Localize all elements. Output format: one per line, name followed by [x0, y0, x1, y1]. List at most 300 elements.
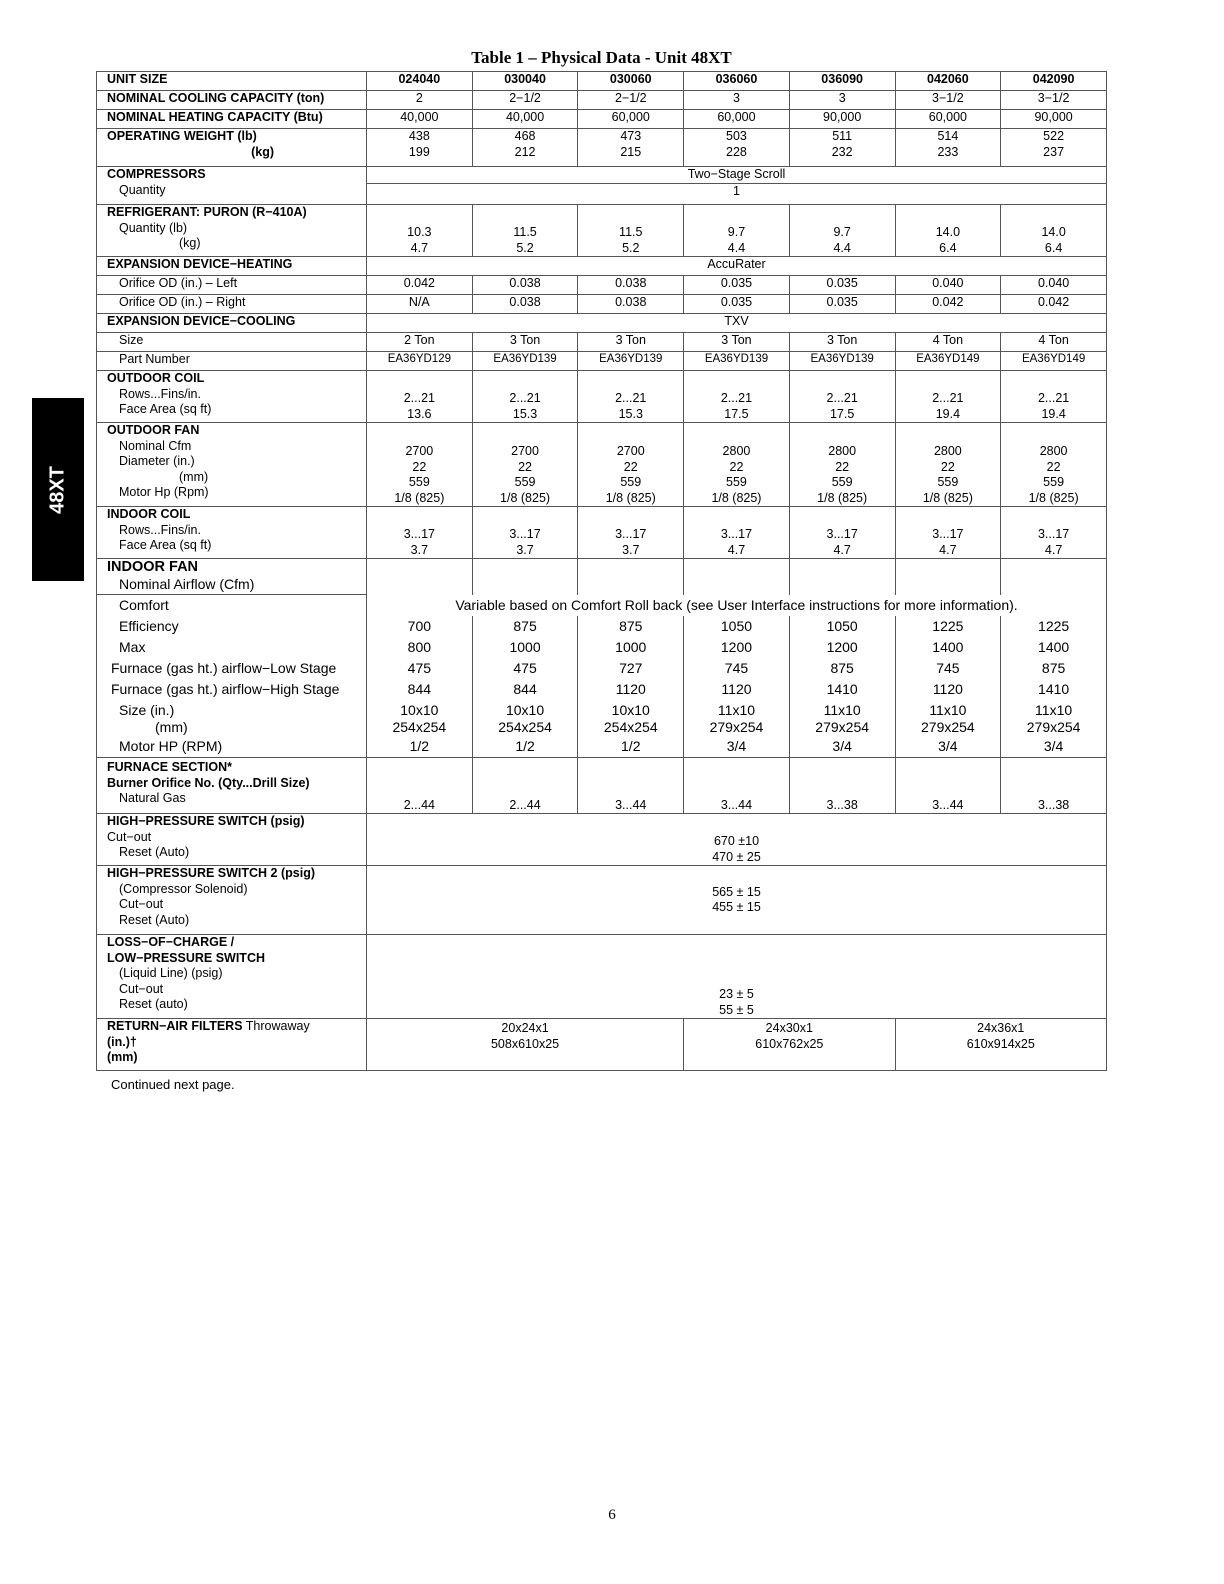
- weight-label: OPERATING WEIGHT (lb): [107, 129, 257, 143]
- row-label: EXPANSION DEVICE−COOLING: [97, 314, 367, 333]
- cell: 0.035: [684, 295, 790, 314]
- cell: 3/4: [1001, 736, 1107, 758]
- value-area: 3.7: [516, 542, 534, 557]
- cell: 4 Ton: [1001, 333, 1107, 352]
- row-label: [97, 352, 367, 371]
- cell: 3...44: [578, 758, 684, 814]
- value-lb: 522: [1043, 129, 1065, 143]
- value-lb: 514: [937, 129, 959, 143]
- row-label: [97, 679, 367, 700]
- cell: [472, 129, 578, 167]
- compressor-solenoid-label: (Compressor Solenoid): [119, 881, 248, 896]
- value-kg: 4.4: [833, 240, 851, 255]
- row-label: [97, 276, 367, 295]
- row-label: [97, 616, 367, 637]
- value-area: 19.4: [1041, 406, 1066, 421]
- value-size: 10x10: [505, 702, 545, 718]
- filter-group-2: [684, 1019, 895, 1071]
- column-header: 036090: [789, 72, 895, 91]
- value-cfm: 2700: [616, 444, 645, 458]
- value-rows: 2...21: [403, 391, 435, 405]
- comfort-label: Comfort: [119, 597, 169, 613]
- filters-type: Throwaway: [245, 1019, 310, 1033]
- size-mm-label: (mm): [155, 719, 188, 735]
- cell: 745: [895, 658, 1001, 679]
- cell: [578, 700, 684, 736]
- cell: [472, 205, 578, 257]
- cell: 1200: [789, 637, 895, 658]
- value-rows: 3...17: [932, 527, 964, 541]
- cell: 2...44: [367, 758, 473, 814]
- row-hps: [97, 814, 1107, 866]
- value-dia: 22: [729, 459, 744, 474]
- row-efficiency: [97, 616, 1107, 637]
- reset-value: 455 ± 15: [712, 900, 761, 914]
- cell: 60,000: [684, 110, 790, 129]
- cell: [789, 423, 895, 507]
- value-lb: 468: [514, 129, 536, 143]
- row-label: NOMINAL COOLING CAPACITY (ton): [97, 91, 367, 110]
- cell: [1001, 129, 1107, 167]
- cell: [1001, 423, 1107, 507]
- row-label: [97, 935, 367, 1019]
- filters-in-text: (in.)†: [107, 1034, 137, 1049]
- cell: 2−1/2: [578, 91, 684, 110]
- cutout-label: Cut−out: [119, 981, 164, 996]
- cell: [789, 507, 895, 559]
- cell: 3 Ton: [684, 333, 790, 352]
- value-area: 4.7: [939, 542, 957, 557]
- value-size: 10x10: [611, 702, 650, 718]
- row-compressors: [97, 167, 1107, 205]
- value-area: 4.7: [833, 542, 851, 557]
- value-area: 17.5: [829, 406, 855, 421]
- row-label: [97, 333, 367, 352]
- cell: EA36YD139: [578, 352, 684, 371]
- value-kg: 215: [620, 144, 642, 159]
- cell: [472, 507, 578, 559]
- cutout-label: Cut−out: [119, 897, 164, 911]
- row-outdoor-fan: [97, 423, 1107, 507]
- value-kg: 199: [408, 144, 430, 159]
- row-orifice-right: [97, 295, 1107, 314]
- weight-kg-label: (kg): [251, 144, 274, 159]
- value-kg: 5.2: [622, 240, 640, 255]
- value-rows: 3...17: [403, 527, 435, 541]
- value-area: 4.7: [727, 542, 746, 557]
- cell: 40,000: [472, 110, 578, 129]
- filter-mm-value: 508x610x25: [490, 1036, 560, 1051]
- cell: AccuRater: [367, 257, 1107, 276]
- value-kg: 5.2: [516, 240, 534, 255]
- cell: [895, 371, 1001, 423]
- cell: [367, 866, 1107, 935]
- cell: N/A: [367, 295, 473, 314]
- cell: [578, 507, 684, 559]
- row-txv-size: [97, 333, 1107, 352]
- cell: 844: [367, 679, 473, 700]
- value-kg: 233: [937, 144, 959, 159]
- cell: [472, 423, 578, 507]
- value-hp: 1/8 (825): [605, 490, 656, 505]
- value-area: 13.6: [407, 406, 432, 421]
- row-furnace-high: [97, 679, 1107, 700]
- value-area: 3.7: [410, 542, 429, 557]
- reset-label: Reset (auto): [119, 997, 188, 1011]
- physical-data-table: [96, 71, 1107, 1071]
- cell: 1120: [895, 679, 1001, 700]
- value-rows: 3...17: [720, 527, 753, 541]
- row-fan-size: [97, 700, 1107, 736]
- cell: 3−1/2: [895, 91, 1001, 110]
- outdoor-fan-label: OUTDOOR FAN: [107, 423, 200, 437]
- cell: [367, 371, 473, 423]
- row-cooling: [97, 91, 1107, 110]
- value-cfm: 2800: [828, 444, 857, 458]
- orifice-right-label: Orifice OD (in.) – Right: [119, 295, 246, 309]
- cell: [367, 129, 473, 167]
- cell: EA36YD139: [789, 352, 895, 371]
- row-comfort: [97, 595, 1107, 617]
- efficiency-label: Efficiency: [119, 618, 179, 634]
- cell: 3/4: [684, 736, 790, 758]
- indoor-fan-label: INDOOR FAN: [107, 559, 199, 575]
- value-dia: 22: [518, 459, 532, 474]
- cell: 0.035: [789, 276, 895, 295]
- cell: 0.035: [684, 276, 790, 295]
- row-furnace: [97, 758, 1107, 814]
- cell: 3...38: [1001, 758, 1107, 814]
- value-mm: 279x254: [815, 719, 870, 735]
- cell: 0.040: [895, 276, 1001, 295]
- cell: 0.038: [578, 276, 684, 295]
- value-kg: 228: [726, 144, 747, 159]
- cell: 0.040: [1001, 276, 1107, 295]
- cell: 3 Ton: [789, 333, 895, 352]
- cutout-value: 565 ± 15: [712, 884, 761, 899]
- value-dia: 22: [412, 459, 427, 474]
- filter-group-3: [895, 1019, 1106, 1071]
- value-kg: 6.4: [939, 240, 957, 255]
- cell: 875: [1001, 658, 1107, 679]
- filter-in-value: 24x30x1: [765, 1021, 813, 1035]
- value-lb: 9.7: [727, 225, 746, 239]
- cell: 90,000: [1001, 110, 1107, 129]
- cell: 475: [472, 658, 578, 679]
- cell: [578, 205, 684, 257]
- value-rows: 2...21: [826, 391, 858, 405]
- value-rows: 2...21: [932, 391, 964, 405]
- value-mm: 559: [1043, 475, 1065, 489]
- column-header: 042060: [895, 72, 1001, 91]
- filters-label: RETURN−AIR FILTERS: [107, 1019, 243, 1033]
- cutout-value: 23 ± 5: [719, 987, 754, 1001]
- cell: 60,000: [895, 110, 1001, 129]
- row-fan-motor: [97, 736, 1107, 758]
- row-label: [97, 371, 367, 423]
- value-kg: 4.4: [727, 240, 746, 255]
- reset-label: Reset (Auto): [119, 912, 190, 927]
- cell: 844: [472, 679, 578, 700]
- compressor-cell: [367, 167, 1107, 205]
- cell: [578, 559, 684, 595]
- value-cfm: 2800: [933, 444, 962, 458]
- max-label: Max: [119, 639, 146, 655]
- value-kg: 237: [1043, 144, 1065, 159]
- row-label: [97, 866, 367, 935]
- cell: 1/2: [472, 736, 578, 758]
- cell: 60,000: [578, 110, 684, 129]
- cell: 1410: [789, 679, 895, 700]
- row-label: [97, 205, 367, 257]
- cell: 1000: [578, 637, 684, 658]
- value-cfm: 2800: [722, 444, 751, 458]
- value-rows: 3...17: [615, 527, 647, 541]
- cell: 1120: [684, 679, 790, 700]
- value-rows: 2...21: [720, 391, 753, 405]
- furnace-low-label: Furnace (gas ht.) airflow−Low Stage: [111, 660, 337, 676]
- cell: [472, 559, 578, 595]
- compressor-type: Two−Stage Scroll: [367, 167, 1106, 184]
- value-mm: 254x254: [603, 719, 658, 735]
- motor-hp-label: Motor HP (RPM): [119, 738, 223, 754]
- value-kg: 212: [514, 144, 536, 159]
- value-area: 15.3: [512, 406, 538, 421]
- cell: [789, 700, 895, 736]
- cell: 3: [684, 91, 790, 110]
- value-lb: 10.3: [407, 225, 432, 239]
- row-indoor-coil: [97, 507, 1107, 559]
- value-hp: 1/8 (825): [711, 490, 762, 505]
- cell: 3 Ton: [472, 333, 578, 352]
- value-dia: 22: [940, 459, 955, 474]
- filter-in-value: 24x36x1: [977, 1021, 1025, 1035]
- row-refrigerant: [97, 205, 1107, 257]
- cell: [789, 205, 895, 257]
- value-size: 11x10: [717, 702, 756, 718]
- continued-note: Continued next page.: [111, 1077, 235, 1092]
- value-kg: 4.7: [410, 240, 429, 255]
- cell: 745: [684, 658, 790, 679]
- row-label: [97, 736, 367, 758]
- row-label: [97, 700, 367, 736]
- value-lb: 14.0: [935, 225, 961, 239]
- cell: [578, 371, 684, 423]
- lps-label: LOW−PRESSURE SWITCH: [107, 950, 265, 965]
- cell: [367, 423, 473, 507]
- orifice-left-label: Orifice OD (in.) – Left: [119, 276, 238, 290]
- cell: [367, 935, 1107, 1019]
- cell: 1400: [895, 637, 1001, 658]
- value-lb: 11.5: [513, 225, 537, 239]
- cell: 2−1/2: [472, 91, 578, 110]
- diameter-mm-label: (mm): [179, 469, 209, 484]
- value-cfm: 2800: [1039, 444, 1068, 458]
- column-header: 024040: [367, 72, 473, 91]
- value-area: 15.3: [618, 406, 643, 421]
- diameter-label: Diameter (in.): [119, 454, 195, 468]
- row-furnace-low: [97, 658, 1107, 679]
- cell: 2: [367, 91, 473, 110]
- face-area-label: Face Area (sq ft): [119, 538, 212, 552]
- column-header: 030040: [472, 72, 578, 91]
- row-label: [97, 1019, 367, 1071]
- size-label: Size (in.): [119, 702, 175, 718]
- cell: [789, 129, 895, 167]
- row-indoor-fan: [97, 559, 1107, 595]
- cell: 1410: [1001, 679, 1107, 700]
- filter-mm-value: 610x914x25: [966, 1036, 1035, 1051]
- natural-gas-label: Natural Gas: [119, 791, 186, 805]
- row-label: [97, 423, 367, 507]
- size-label: Size: [119, 333, 144, 347]
- cell: [1001, 205, 1107, 257]
- quantity-kg-label: (kg): [179, 236, 201, 250]
- value-rows: 3...17: [509, 527, 541, 541]
- value-hp: 1/8 (825): [394, 490, 445, 505]
- row-label: [97, 637, 367, 658]
- cell: 1120: [578, 679, 684, 700]
- value-hp: 1/8 (825): [817, 490, 868, 505]
- cell: [895, 700, 1001, 736]
- row-label: [97, 595, 367, 617]
- value-mm: 254x254: [392, 719, 447, 735]
- value-rows: 3...17: [1037, 527, 1070, 541]
- reset-value: 55 ± 5: [719, 1002, 754, 1017]
- cutout-value: 670 ±10: [713, 834, 760, 848]
- cell: [578, 129, 684, 167]
- cell: EA36YD139: [684, 352, 790, 371]
- value-size: 10x10: [400, 702, 439, 718]
- cell: 3 Ton: [578, 333, 684, 352]
- cell: 700: [367, 616, 473, 637]
- cell: 0.035: [789, 295, 895, 314]
- value-mm: 559: [726, 475, 747, 489]
- cell: [367, 559, 473, 595]
- value-hp: 1/8 (825): [500, 490, 551, 505]
- value-rows: 3...17: [826, 527, 858, 541]
- liquid-line-label: (Liquid Line) (psig): [119, 966, 223, 980]
- value-lb: 503: [726, 129, 747, 143]
- cell: [895, 129, 1001, 167]
- cell: [789, 371, 895, 423]
- cell: 875: [789, 658, 895, 679]
- row-heating: [97, 110, 1107, 129]
- row-label: EXPANSION DEVICE−HEATING: [97, 257, 367, 276]
- row-label: NOMINAL HEATING CAPACITY (Btu): [97, 110, 367, 129]
- cell: 800: [367, 637, 473, 658]
- cell: [472, 700, 578, 736]
- nominal-airflow-label: Nominal Airflow (Cfm): [119, 576, 255, 592]
- cell: 2 Ton: [367, 333, 473, 352]
- cell: [895, 205, 1001, 257]
- cell: 727: [578, 658, 684, 679]
- indoor-coil-label: INDOOR COIL: [107, 507, 191, 521]
- cell: [684, 700, 790, 736]
- cell: [472, 371, 578, 423]
- cell: [367, 205, 473, 257]
- value-lb: 473: [620, 129, 642, 143]
- burner-orifice-label: Burner Orifice No. (Qty...Drill Size): [107, 775, 310, 790]
- value-area: 3.7: [622, 542, 640, 557]
- row-weight: [97, 129, 1107, 167]
- cell: 0.042: [895, 295, 1001, 314]
- value-size: 11x10: [929, 702, 967, 718]
- row-exp-heating: [97, 257, 1107, 276]
- compressor-qty: 1: [733, 183, 740, 198]
- cell: EA36YD149: [895, 352, 1001, 371]
- cell: [895, 507, 1001, 559]
- page-number: 6: [608, 1507, 616, 1523]
- cell: [1001, 371, 1107, 423]
- nominal-cfm-label: Nominal Cfm: [119, 438, 192, 453]
- value-mm: 254x254: [498, 719, 552, 735]
- cell: [684, 371, 790, 423]
- value-area: 4.7: [1044, 542, 1063, 557]
- cell: 1050: [684, 616, 790, 637]
- side-section-tab: [32, 398, 84, 581]
- value-size: 11x10: [823, 702, 861, 718]
- row-label: [97, 167, 367, 205]
- row-orifice-left: [97, 276, 1107, 295]
- loc-label: LOSS−OF−CHARGE /: [107, 935, 235, 949]
- cell: 1200: [684, 637, 790, 658]
- cell: 90,000: [789, 110, 895, 129]
- value-dia: 22: [623, 459, 638, 474]
- cell: [684, 559, 790, 595]
- filter-in-value: 20x24x1: [501, 1021, 549, 1035]
- cell: 3: [789, 91, 895, 110]
- cell: 3...44: [895, 758, 1001, 814]
- cell: 3−1/2: [1001, 91, 1107, 110]
- cell: 1225: [1001, 616, 1107, 637]
- cell: 1225: [895, 616, 1001, 637]
- row-unit-size: [97, 72, 1107, 91]
- cell: [684, 423, 790, 507]
- row-loss-of-charge: [97, 935, 1107, 1019]
- cell: EA36YD149: [1001, 352, 1107, 371]
- side-tab-label: 48XT: [46, 465, 69, 514]
- value-size: 11x10: [1035, 702, 1073, 718]
- cell: [1001, 559, 1107, 595]
- cell: 0.038: [472, 276, 578, 295]
- cell: [789, 559, 895, 595]
- hps2-label: HIGH−PRESSURE SWITCH 2 (psig): [107, 866, 316, 880]
- part-number-label: Part Number: [119, 352, 190, 366]
- cell: EA36YD129: [367, 352, 473, 371]
- value-dia: 22: [835, 459, 850, 474]
- cell: 475: [367, 658, 473, 679]
- column-header: 030060: [578, 72, 684, 91]
- outdoor-coil-label: OUTDOOR COIL: [107, 371, 205, 385]
- cell: 1/2: [367, 736, 473, 758]
- value-mm: 559: [831, 475, 853, 489]
- row-exp-cooling: [97, 314, 1107, 333]
- cell: 875: [472, 616, 578, 637]
- quantity-lb-label: Quantity (lb): [119, 220, 188, 235]
- value-lb: 9.7: [833, 225, 851, 239]
- rows-fins-label: Rows...Fins/in.: [119, 522, 201, 537]
- value-kg: 232: [831, 144, 853, 159]
- cell: 2...44: [472, 758, 578, 814]
- cutout-label: Cut−out: [107, 829, 152, 844]
- row-label: [97, 814, 367, 866]
- cell: 3/4: [895, 736, 1001, 758]
- cell: 875: [578, 616, 684, 637]
- column-header: 036060: [684, 72, 790, 91]
- row-hps2: [97, 866, 1107, 935]
- reset-value: 470 ± 25: [712, 849, 761, 864]
